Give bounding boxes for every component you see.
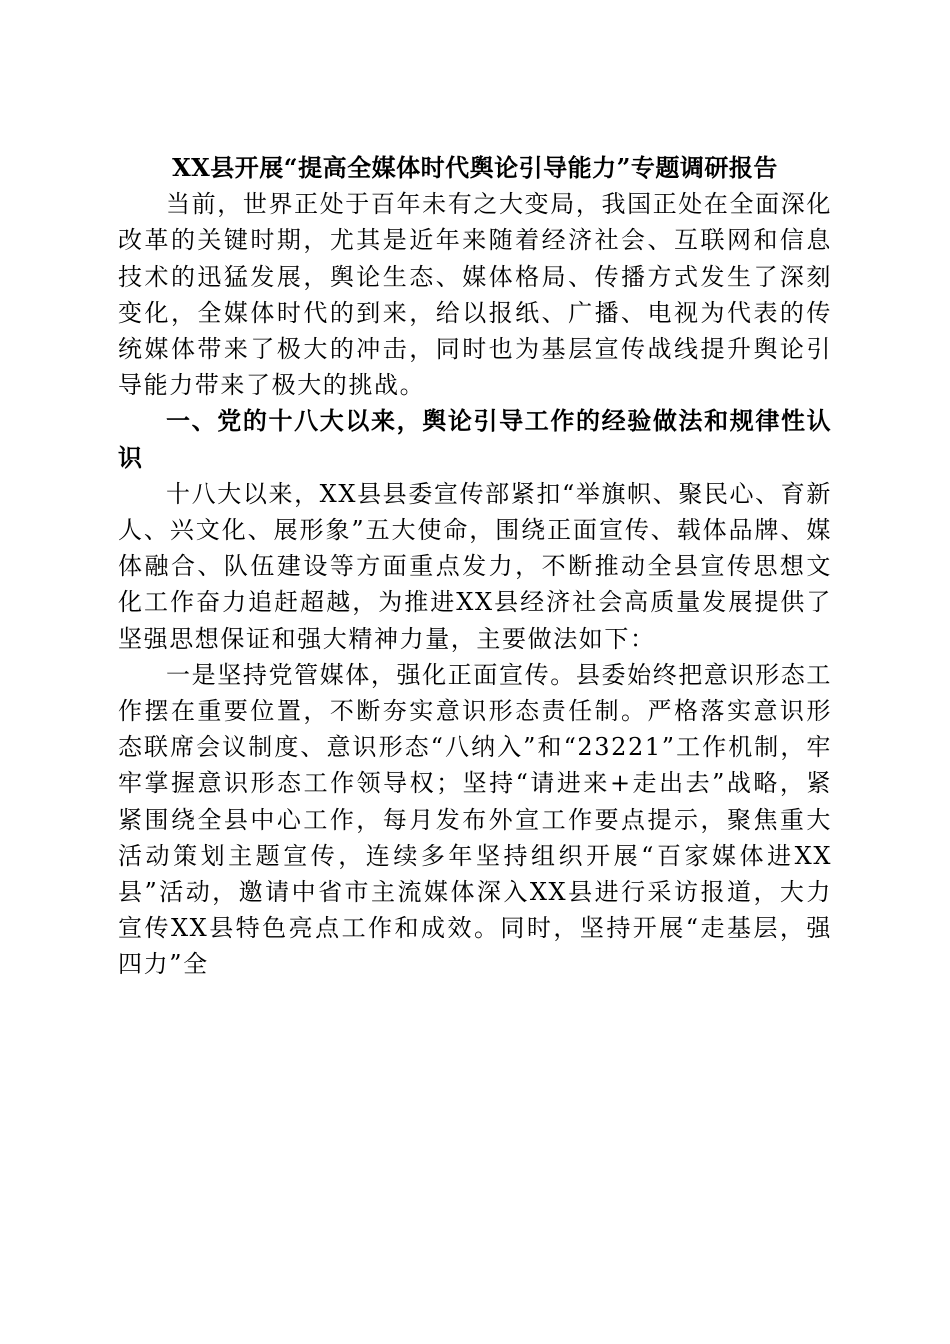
section-paragraph: 一是坚持党管媒体，强化正面宣传。县委始终把意识形态工作摆在重要位置，不断夯实意识形态责任制。严格落实意识形态联席会议制度、意识形态“八纳入”和“23221”工作机制，牢牢掌握意识形态工作领导权；坚持“请进来+走出去”战略，紧紧围绕全县中心工作，每月发布外宣工作要点提示，聚焦重大活动策划主题宣传，连续多年坚持组织开展“百家媒体进XX县”活动，邀请中省市主流媒体深入XX县进行采访报道，大力宣传XX县特色亮点工作和成效。同时，坚持开展“走基层，强四力”全 <box>118 660 832 979</box>
intro-paragraph: 当前，世界正处于百年未有之大变局，我国正处在全面深化改革的关键时期，尤其是近年来随着经济社会、互联网和信息技术的迅猛发展，舆论生态、媒体格局、传播方式发生了深刻变化，全媒体时代的到来，给以报纸、广播、电视为代表的传统媒体带来了极大的冲击，同时也为基层宣传战线提升舆论引导能力带来了极大的挑战。 <box>118 190 832 400</box>
section-heading: 一、党的十八大以来，舆论引导工作的经验做法和规律性认识 <box>118 406 832 472</box>
document-body <box>118 150 832 983</box>
document-title: XX县开展“提高全媒体时代舆论引导能力”专题调研报告 <box>172 153 778 182</box>
section-paragraph: 十八大以来，XX县县委宣传部紧扣“举旗帜、聚民心、育新人、兴文化、展形象”五大使命，围绕正面宣传、载体品牌、媒体融合、队伍建设等方面重点发力，不断推动全县宣传思想文化工作奋力追赶超越，为推进XX县经济社会高质量发展提供了坚强思想保证和强大精神力量，主要做法如下： <box>118 479 832 653</box>
